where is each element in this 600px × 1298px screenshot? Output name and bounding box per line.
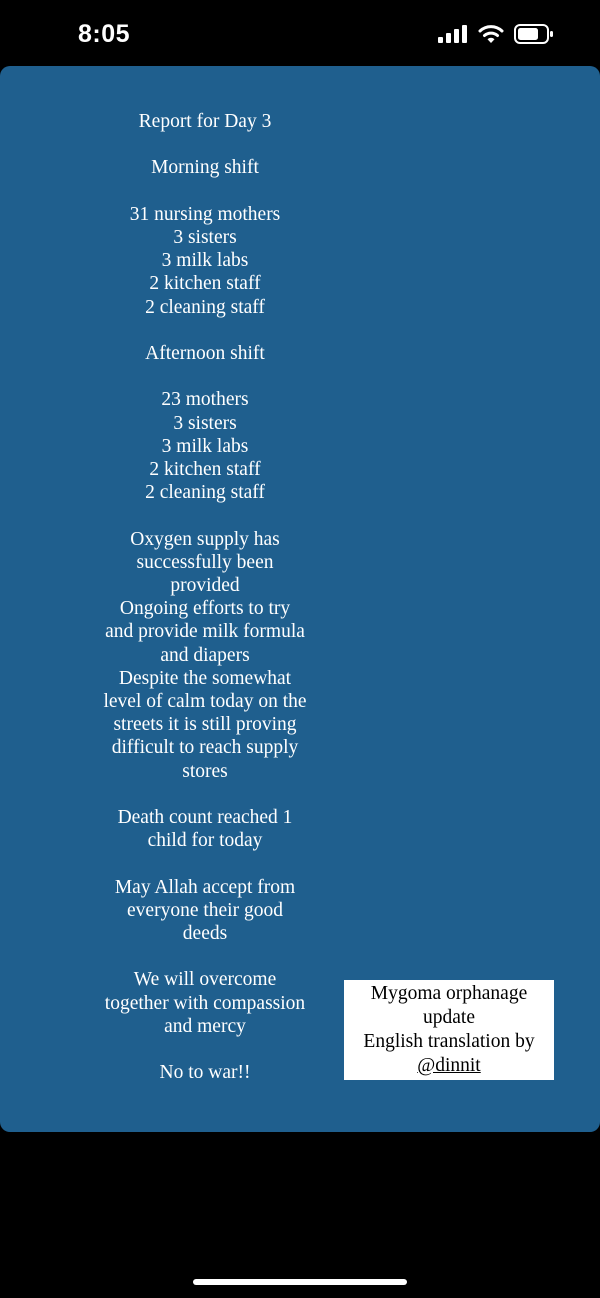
report-line: everyone their good: [127, 899, 283, 921]
report-line: and diapers: [160, 644, 250, 666]
report-line: provided: [170, 574, 240, 596]
report-line: 2 kitchen staff: [149, 458, 261, 480]
report-line: 3 sisters: [173, 226, 237, 248]
report-line: 2 cleaning staff: [145, 482, 265, 504]
report-line: 23 mothers: [161, 389, 249, 411]
report-line: deeds: [182, 923, 228, 944]
blank-line: [80, 133, 330, 156]
report-line: Report for Day 3: [138, 111, 272, 132]
report-line: Morning shift: [151, 157, 259, 179]
report-line: Death count reached 1: [117, 807, 293, 828]
report-line: and mercy: [164, 1015, 246, 1037]
report-text: [80, 110, 330, 1084]
report-line: May Allah accept from: [114, 876, 296, 898]
blank-line: [80, 504, 330, 527]
report-line: No to war!!: [159, 1062, 251, 1084]
report-line: level of calm today on the: [103, 691, 307, 712]
caption-line: Mygoma orphanage: [370, 983, 528, 1004]
report-line: Oxygen supply has: [130, 528, 280, 550]
caption-sticker: [344, 980, 554, 1080]
report-line: successfully been: [136, 551, 274, 573]
blank-line: [80, 180, 330, 203]
caption-line: English translation by: [363, 1031, 535, 1052]
report-line: 2 kitchen staff: [149, 273, 261, 295]
blank-line: [80, 852, 330, 875]
report-line: Afternoon shift: [145, 342, 265, 364]
report-line: 2 cleaning staff: [145, 296, 265, 318]
status-bar: [0, 0, 600, 66]
report-line: and provide milk formula: [105, 621, 305, 643]
report-line: streets it is still proving: [113, 714, 297, 736]
report-line: 31 nursing mothers: [129, 203, 281, 225]
blank-line: [80, 319, 330, 342]
blank-line: [80, 945, 330, 968]
report-line: stores: [182, 760, 228, 782]
translator-handle[interactable]: @dinnit: [417, 1055, 481, 1076]
report-line: together with compassion: [104, 992, 306, 1014]
battery-icon: [514, 24, 554, 44]
report-line: 3 milk labs: [161, 435, 249, 457]
cellular-signal-icon: [438, 25, 468, 43]
blank-line: [80, 365, 330, 388]
status-time: 8:05: [78, 20, 131, 48]
report-line: 3 milk labs: [161, 250, 249, 272]
report-line: difficult to reach supply: [111, 737, 299, 759]
caption-line: update: [423, 1007, 475, 1028]
report-line: 3 sisters: [173, 412, 237, 434]
report-line: We will overcome: [133, 969, 277, 991]
story-card: [0, 66, 600, 1132]
report-line: Ongoing efforts to try: [119, 598, 291, 620]
report-line: Despite the somewhat: [118, 667, 292, 689]
blank-line: [80, 783, 330, 806]
home-indicator[interactable]: [193, 1279, 407, 1285]
status-icons: [438, 24, 554, 44]
blank-line: [80, 1038, 330, 1061]
wifi-icon: [478, 24, 504, 44]
report-line: child for today: [147, 830, 263, 852]
